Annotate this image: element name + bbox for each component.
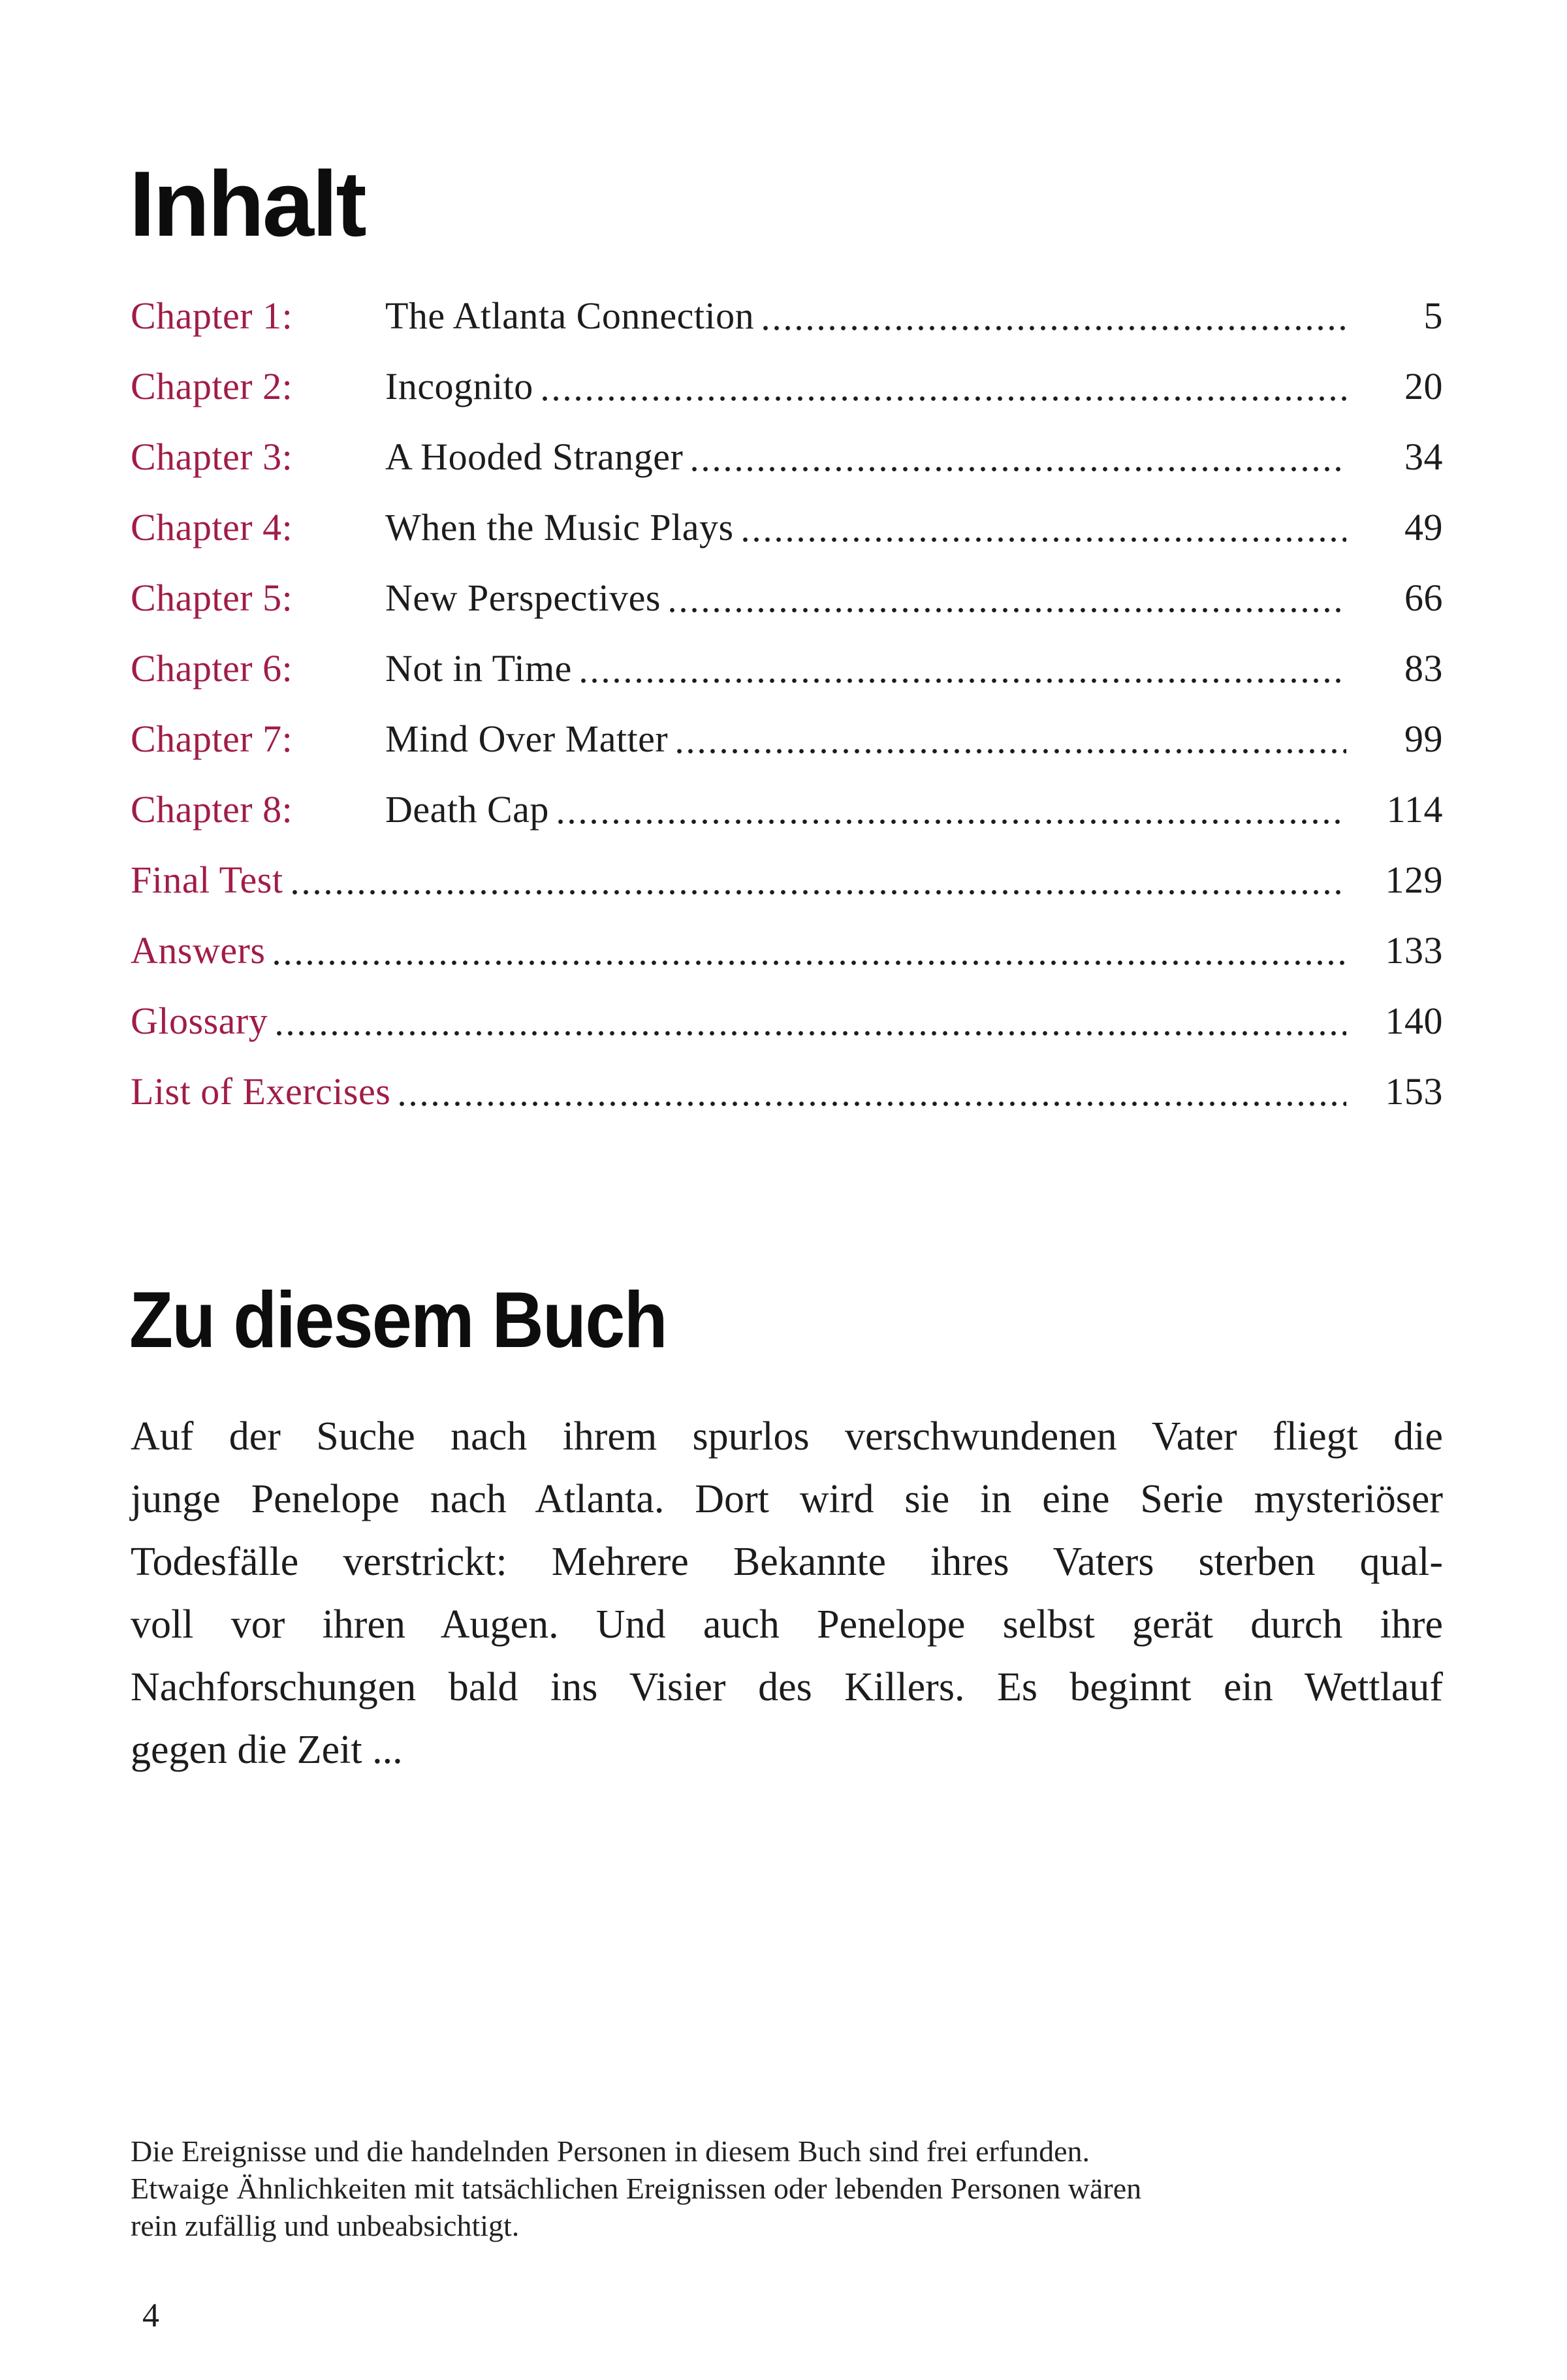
toc-entry-title: Mind Over Matter xyxy=(385,718,669,760)
toc-entry-title: Glossary xyxy=(131,1000,268,1042)
paragraph-line: voll vor ihren Augen. Und auch Penelope selbst gerät durch ihre xyxy=(131,1602,1443,1647)
toc-chapter-label: Chapter 5: xyxy=(131,577,293,619)
toc-row xyxy=(131,704,1443,774)
dot-leader xyxy=(265,915,1358,986)
paragraph-line: Todesfälle verstrickt: Mehrere Bekannte ihres Vaters sterben qual- xyxy=(131,1540,1443,1584)
paragraph-line: junge Penelope nach Atlanta. Dort wird sie in eine Serie mysteriöser xyxy=(131,1477,1443,1521)
toc-chapter-label: Chapter 8: xyxy=(131,788,293,831)
toc-page-number: 5 xyxy=(1423,294,1443,337)
section-heading-text: Zu diesem Buch xyxy=(129,1275,667,1364)
toc-page-number: 133 xyxy=(1385,929,1443,972)
toc-page-number: 114 xyxy=(1386,788,1443,831)
paragraph-line: gegen die Zeit ... xyxy=(131,1728,403,1772)
toc-row xyxy=(131,492,1443,563)
section-heading-zu-diesem-buch xyxy=(129,1275,726,1364)
toc-chapter-label: Chapter 2: xyxy=(131,365,293,407)
toc-entry-title: Answers xyxy=(131,929,266,972)
page-title: Inhalt xyxy=(129,152,365,256)
toc-entry-title: Incognito xyxy=(385,365,533,407)
dot-leader xyxy=(668,704,1358,774)
toc-entry-title: A Hooded Stranger xyxy=(385,436,684,478)
toc-entry-title: The Atlanta Connection xyxy=(385,294,755,337)
dot-leader xyxy=(390,1056,1358,1127)
toc-entry-title: New Perspectives xyxy=(385,577,661,619)
toc-row xyxy=(131,563,1443,633)
toc-row xyxy=(131,915,1443,986)
disclaimer-line: Die Ereignisse und die handelnden Personen in diesem Buch sind frei erfunden. xyxy=(131,2134,1090,2168)
toc-row xyxy=(131,1056,1443,1127)
toc-chapter-label: Chapter 1: xyxy=(131,294,293,337)
toc-page-number: 153 xyxy=(1385,1070,1443,1113)
paragraph-line: Nachforschungen bald ins Visier des Killers. Es beginnt ein Wettlauf xyxy=(131,1665,1443,1709)
toc-row xyxy=(131,351,1443,422)
toc-page-number: 129 xyxy=(1385,859,1443,901)
toc-page-number: 99 xyxy=(1404,718,1443,760)
toc-page-number: 34 xyxy=(1404,436,1443,478)
toc-chapter-label: Chapter 7: xyxy=(131,718,293,760)
dot-leader xyxy=(734,492,1358,563)
toc-chapter-label: Chapter 4: xyxy=(131,506,293,548)
dot-leader xyxy=(268,986,1358,1056)
about-paragraph xyxy=(131,1405,1443,1781)
disclaimer-line: Etwaige Ähnlichkeiten mit tatsächlichen Ereignissen oder lebenden Personen wären xyxy=(131,2172,1142,2205)
toc-row xyxy=(131,774,1443,845)
toc-row xyxy=(131,633,1443,704)
dot-leader xyxy=(572,633,1358,704)
dot-leader xyxy=(283,845,1359,915)
dot-leader xyxy=(661,563,1358,633)
dot-leader xyxy=(683,422,1358,492)
dot-leader xyxy=(549,774,1358,845)
toc-chapter-label: Chapter 6: xyxy=(131,647,293,690)
toc-entry-title: When the Music Plays xyxy=(385,506,734,548)
toc-entry-title: Not in Time xyxy=(385,647,572,690)
toc-row xyxy=(131,281,1443,351)
table-of-contents xyxy=(131,281,1443,1127)
toc-page-number: 66 xyxy=(1404,577,1443,619)
disclaimer-note xyxy=(131,2133,1443,2244)
dot-leader xyxy=(754,281,1358,351)
toc-page-number: 20 xyxy=(1404,365,1443,407)
paragraph-line: Auf der Suche nach ihrem spurlos verschwundenen Vater fliegt die xyxy=(131,1414,1443,1459)
toc-entry-title: Final Test xyxy=(131,859,283,901)
toc-chapter-label: Chapter 3: xyxy=(131,436,293,478)
toc-page-number: 49 xyxy=(1404,506,1443,548)
toc-page-number: 140 xyxy=(1385,1000,1443,1042)
toc-row xyxy=(131,422,1443,492)
disclaimer-line: rein zufällig und unbeabsichtigt. xyxy=(131,2209,520,2242)
toc-row xyxy=(131,986,1443,1056)
toc-entry-title: List of Exercises xyxy=(131,1070,391,1113)
dot-leader xyxy=(533,351,1358,422)
page-number: 4 xyxy=(142,2297,159,2334)
toc-row xyxy=(131,845,1443,915)
toc-entry-title: Death Cap xyxy=(385,788,549,831)
toc-page-number: 83 xyxy=(1404,647,1443,690)
